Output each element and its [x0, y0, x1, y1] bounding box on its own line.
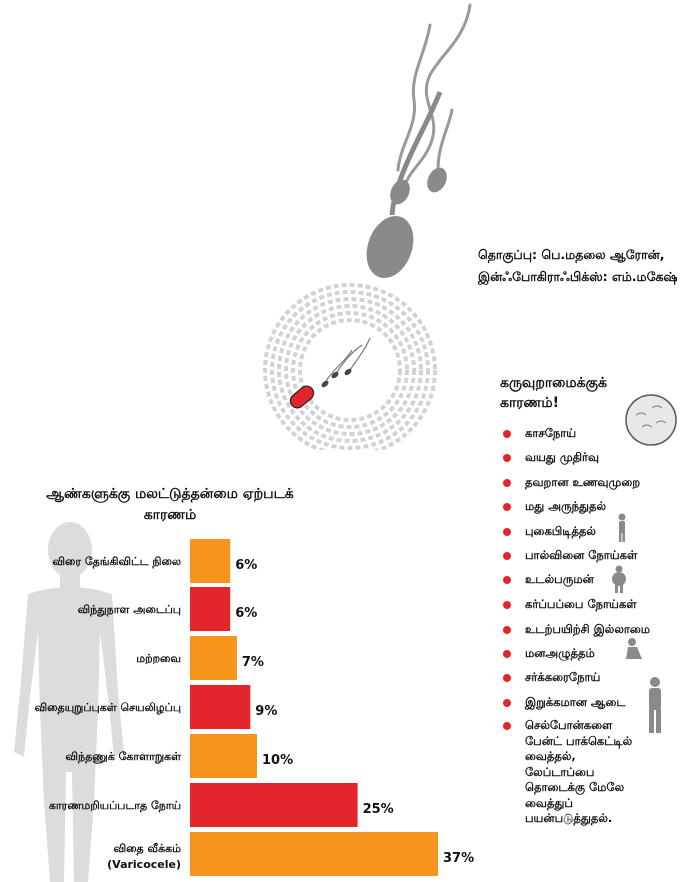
value-label: 10%: [262, 753, 294, 768]
bar: [190, 832, 438, 876]
category-label: விதையுறுப்புகள் செயலிழப்பு: [34, 701, 181, 714]
sperm-illustration: [250, 0, 480, 450]
cause-label: வயது முதிர்வு: [525, 450, 600, 464]
cause-label: சர்க்கரைநோய்: [525, 670, 601, 684]
bullet-dot-icon: [503, 503, 511, 511]
value-label: 6%: [235, 606, 258, 621]
cause-label: காசநோய்: [525, 426, 577, 440]
value-label: 9%: [255, 704, 278, 719]
cause-label: புகைபிடித்தல்: [525, 524, 596, 538]
bullet-dot-icon: [503, 430, 511, 438]
chart-title: ஆண்களுக்கு மலட்டுத்தன்மை ஏற்படக் காரணம்: [46, 486, 294, 523]
bar: [190, 636, 237, 680]
bar: [190, 539, 230, 583]
value-label: 25%: [362, 802, 394, 817]
cause-bar-chart: [0, 530, 700, 882]
cause-label: கர்ப்பப்பை நோய்கள்: [525, 597, 637, 611]
credits: [478, 244, 677, 288]
bar: [190, 783, 358, 827]
value-label: 6%: [235, 558, 258, 573]
causes-title: கருவுறாமைக்குக் காரணம்!: [500, 375, 607, 411]
category-label: விரை தேங்கிவிட்ட நிலை: [52, 555, 181, 568]
bullet-dot-icon: [503, 454, 511, 462]
value-label: 37%: [443, 851, 475, 866]
cause-label: தவறான உணவுமுறை: [525, 475, 641, 489]
category-label: விதை வீக்கம் (Varicocele): [107, 842, 181, 871]
bar: [190, 587, 230, 631]
cause-label: மது அருந்துதல்: [525, 499, 607, 513]
category-label: காரணமறியப்படாத நோய்: [48, 799, 181, 812]
value-label: 7%: [241, 655, 264, 670]
cause-label: உடற்பயிற்சி இல்லாமை: [525, 622, 651, 636]
bar: [190, 685, 250, 729]
category-label: மற்றவை: [136, 652, 181, 665]
cause-label: செல்போன்களை பேன்ட் பாக்கெட்டில் வைத்தல், லேப்டாப்பை தொடைக்கு மேலே வைத்துப் பயன்படுத்துதல்.: [525, 718, 633, 825]
bullet-dot-icon: [503, 479, 511, 487]
bar: [190, 734, 257, 778]
category-label: விந்தணுக் கோளாறுகள்: [65, 750, 181, 763]
credits-compiler: தொகுப்பு: பெ.மதலை ஆரோன்,: [478, 247, 665, 262]
category-label: விந்துநாள அடைப்பு: [77, 603, 181, 616]
credits-designer: இன்ஃபோகிராஃபிக்ஸ்: எம்.மகேஷ்: [478, 269, 678, 284]
cause-label: பால்வினை நோய்கள்: [525, 548, 638, 562]
cause-label: இறுக்கமான ஆடை: [525, 695, 626, 709]
cause-label: உடல்பருமன்: [525, 572, 594, 586]
cause-label: மனஅழுத்தம்: [525, 646, 595, 660]
